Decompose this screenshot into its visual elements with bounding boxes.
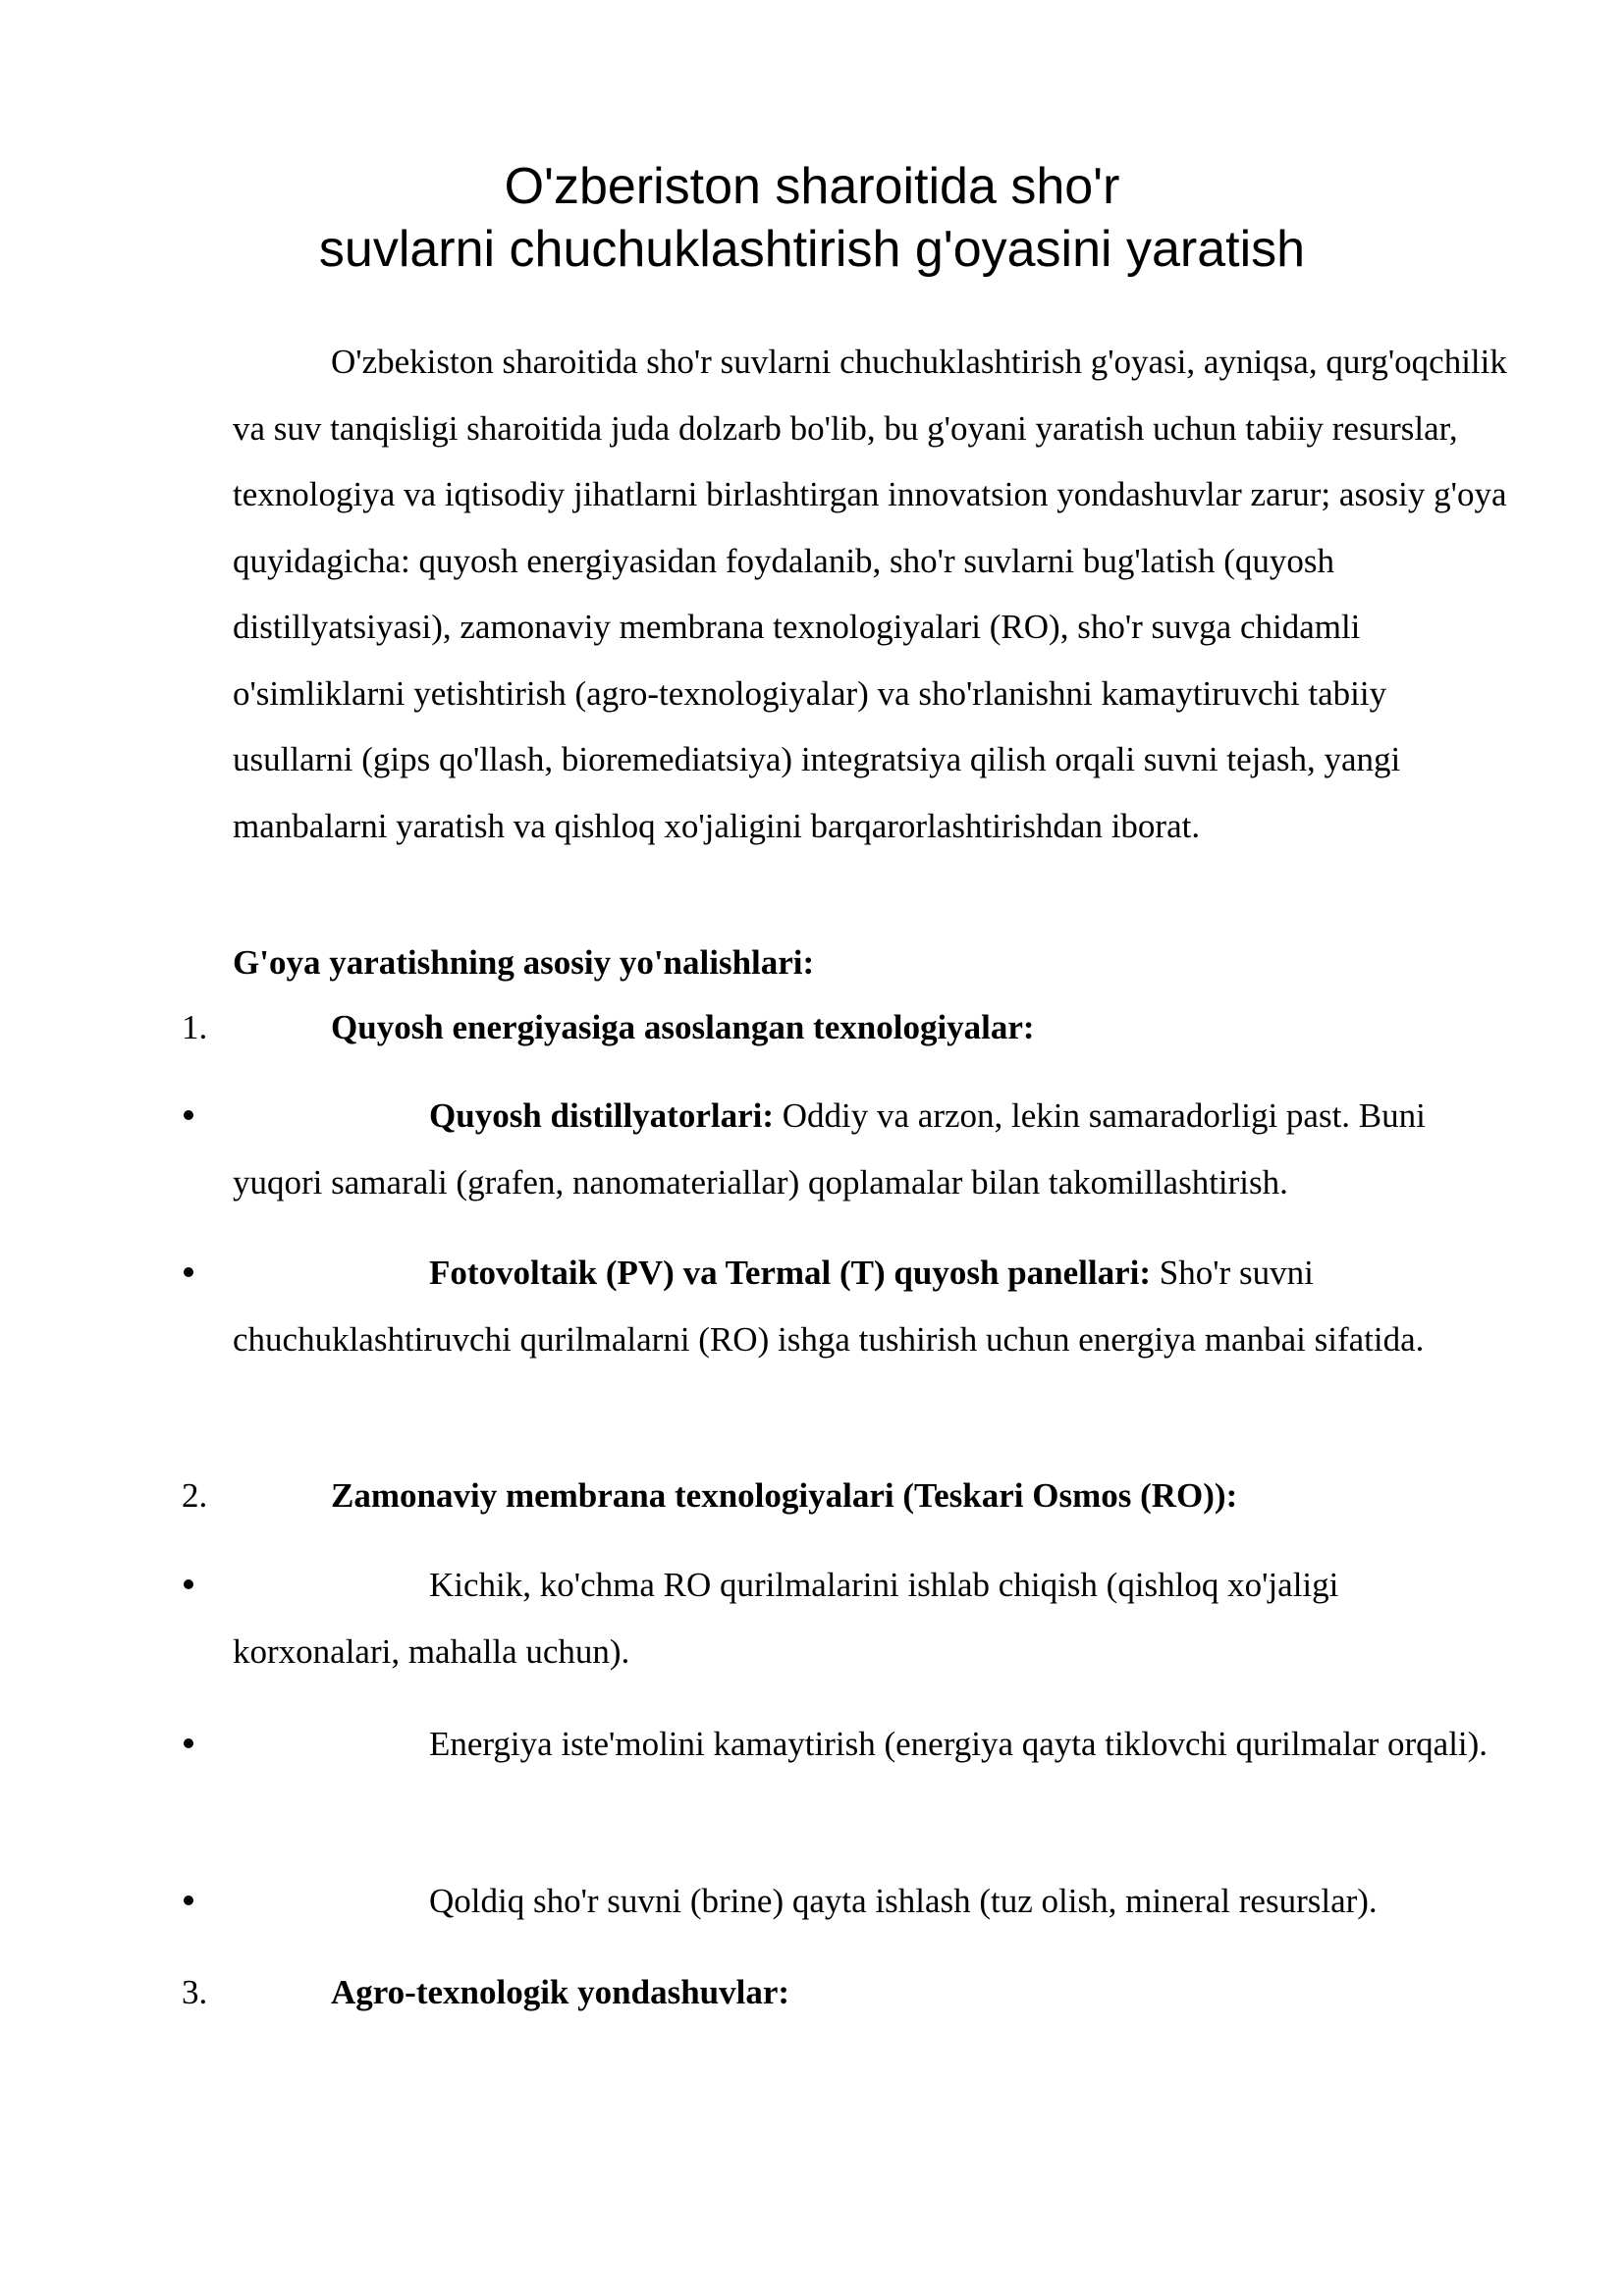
numbered-item-3 xyxy=(182,1959,789,2025)
bullet-icon xyxy=(184,1110,193,1120)
item-heading: Agro-texnologik yondashuvlar: xyxy=(331,1973,790,2011)
bullet-icon xyxy=(184,1579,193,1589)
bullet-icon xyxy=(184,1267,193,1277)
document-title xyxy=(0,155,1624,281)
bullet-text: Oddiy va arzon, lekin samaradorligi past. Buni yuqori samarali (grafen, nanomateriallar) qoplamalar bilan takomillashtirish. xyxy=(233,1096,1426,1201)
bullet-term: Quyosh distillyatorlari: xyxy=(429,1096,774,1135)
bullet-item xyxy=(233,1240,1509,1372)
item-number: 3. xyxy=(182,1973,208,2011)
item-number: 1. xyxy=(182,1008,208,1046)
title-line-2: suvlarni chuchuklashtirish g'oyasini yaratish xyxy=(318,221,1306,278)
title-line-1: O'zberiston sharoitida sho'r xyxy=(504,158,1120,215)
item-heading: Zamonaviy membrana texnologiyalari (Teskari Osmos (RO)): xyxy=(331,1476,1238,1515)
numbered-item-2 xyxy=(182,1463,1237,1528)
section-subheading: G'oya yaratishning asosiy yo'nalishlari: xyxy=(233,943,815,982)
bullet-term: Fotovoltaik (PV) va Termal (T) quyosh panellari: xyxy=(429,1254,1152,1292)
bullet-text: Kichik, ko'chma RO qurilmalarini ishlab chiqish (qishloq xo'jaligi korxonalari, mahalla uchun). xyxy=(233,1566,1339,1671)
bullet-icon xyxy=(184,1738,193,1748)
bullet-item xyxy=(233,1868,1509,1935)
item-heading: Quyosh energiyasiga asoslangan texnologiyalar: xyxy=(331,1008,1035,1046)
bullet-icon xyxy=(184,1896,193,1905)
bullet-text: Sho'r suvni chuchuklashtiruvchi qurilmalarni (RO) ishga tushirish uchun energiya manbai sifatida. xyxy=(233,1254,1425,1359)
bullet-item xyxy=(233,1552,1509,1684)
bullet-text: Energiya iste'molini kamaytirish (energiya qayta tiklovchi qurilmalar orqali). xyxy=(429,1725,1489,1763)
intro-paragraph: O'zbekiston sharoitida sho'r suvlarni chuchuklashtirish g'oyasi, ayniqsa, qurg'oqchilik va suv tanqisligi sharoitida juda dolzarb bo'lib, bu g'oyani yaratish uchun tabiiy resurslar, texnologiya va iqtisodiy jihatlarni birlashtirgan innovatsion yondashuvlar zarur; asosiy g'oya quyidagicha: quyosh energiyasidan foydalanib, sho'r suvlarni bug'latish (quyosh distillyatsiyasi), zamonaviy membrana texnologiyalari (RO), sho'r suvga chidamli o'simliklarni yetishtirish (agro-texnologiyalar) va sho'rlanishni kamaytiruvchi tabiiy usullarni (gips qo'llash, bioremediatsiya) integratsiya qilish orqali suvni tejash, yangi manbalarni yaratish va qishloq xo'jaligini barqarorlashtirishdan iborat. xyxy=(233,343,1507,845)
bullet-item xyxy=(233,1711,1509,1778)
bullet-item xyxy=(233,1083,1509,1215)
bullet-text: Qoldiq sho'r suvni (brine) qayta ishlash (tuz olish, mineral resurslar). xyxy=(429,1882,1378,1920)
numbered-item-1 xyxy=(182,994,1035,1060)
item-number: 2. xyxy=(182,1476,208,1515)
